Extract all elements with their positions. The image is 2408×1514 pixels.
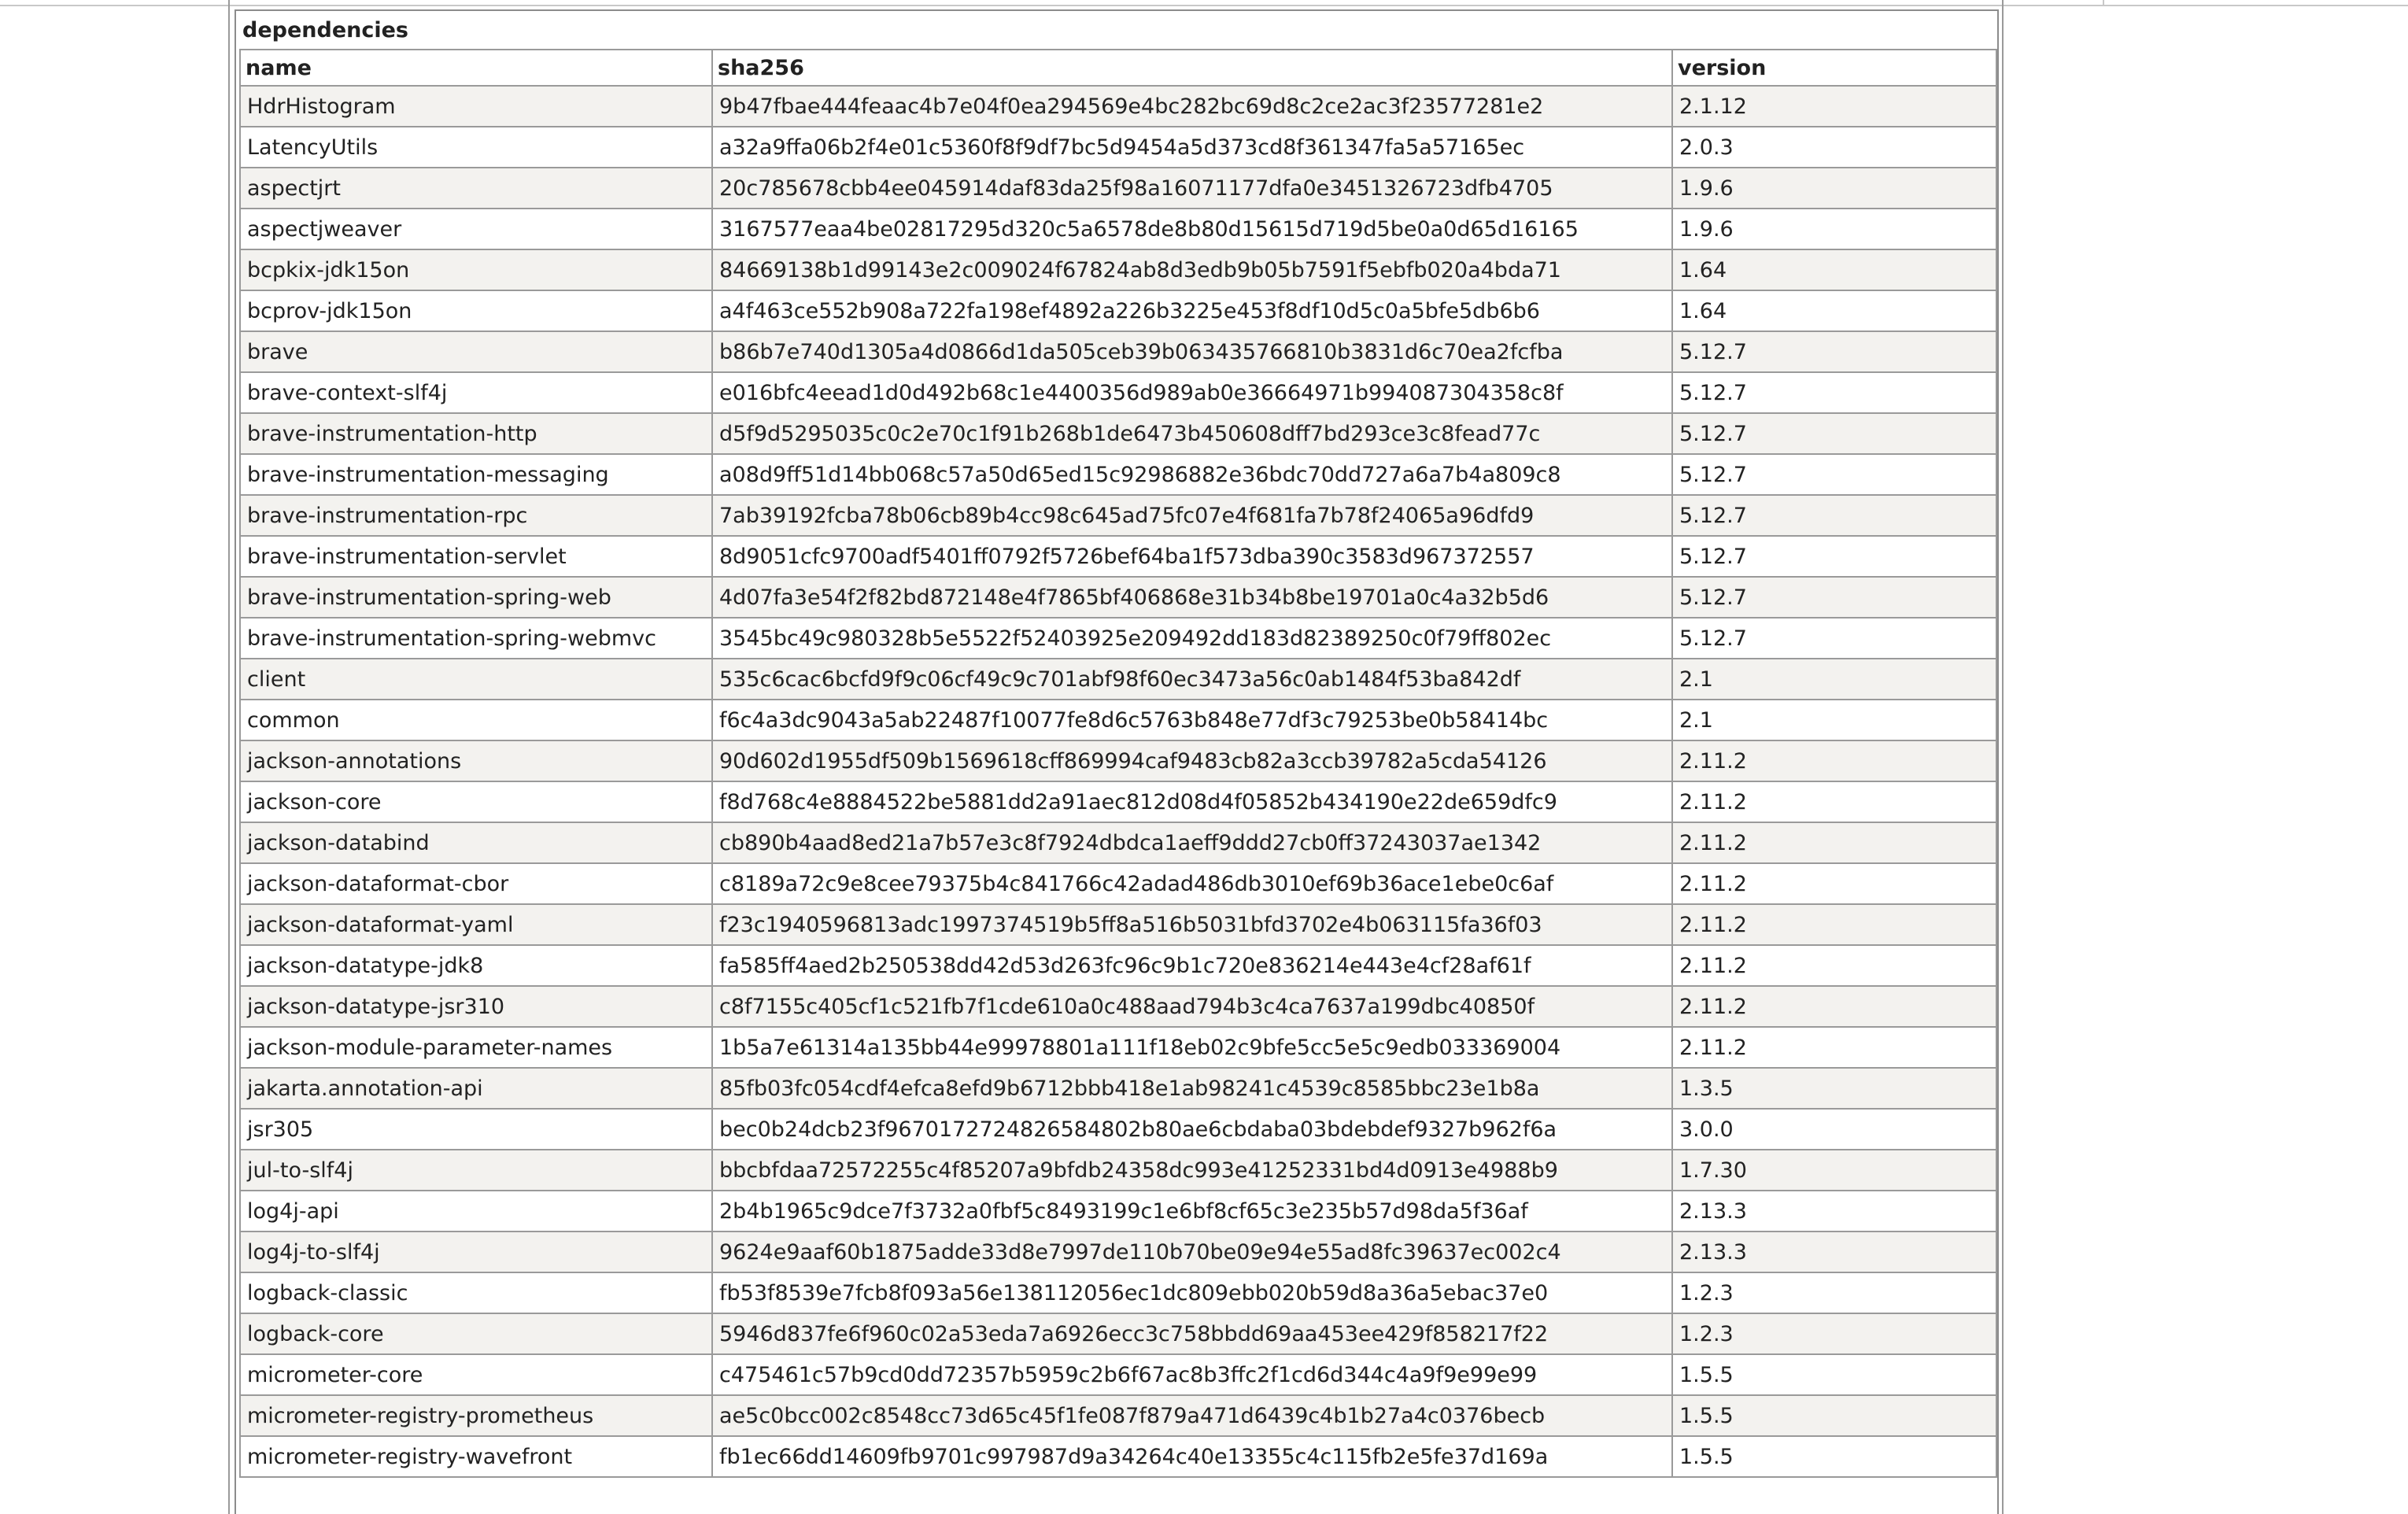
cell-version: 1.64	[1672, 290, 1996, 331]
cell-version: 1.5.5	[1672, 1436, 1996, 1477]
table-row	[240, 1272, 1996, 1313]
cell-name: jackson-dataformat-cbor	[240, 863, 712, 904]
cell-version: 5.12.7	[1672, 536, 1996, 577]
cell-name: client	[240, 659, 712, 700]
cell-version: 1.2.3	[1672, 1272, 1996, 1313]
cell-name: logback-classic	[240, 1272, 712, 1313]
cell-name: jackson-annotations	[240, 740, 712, 781]
cell-sha256: 8d9051cfc9700adf5401ff0792f5726bef64ba1f573dba390c3583d967372557	[712, 536, 1672, 577]
cell-name: aspectjrt	[240, 168, 712, 209]
cell-name: jackson-datatype-jsr310	[240, 986, 712, 1027]
cell-name: jackson-core	[240, 781, 712, 822]
cell-name: log4j-to-slf4j	[240, 1232, 712, 1272]
table-row	[240, 1232, 1996, 1272]
cell-sha256: e016bfc4eead1d0d492b68c1e4400356d989ab0e36664971b994087304358c8f	[712, 372, 1672, 413]
cell-version: 2.11.2	[1672, 740, 1996, 781]
table-row	[240, 1354, 1996, 1395]
cell-sha256: c475461c57b9cd0dd72357b5959c2b6f67ac8b3ffc2f1cd6d344c4a9f9e99e99	[712, 1354, 1672, 1395]
cell-name: logback-core	[240, 1313, 712, 1354]
cell-sha256: f8d768c4e8884522be5881dd2a91aec812d08d4f05852b434190e22de659dfc9	[712, 781, 1672, 822]
column-header-version: version	[1672, 50, 1996, 86]
cell-sha256: 3167577eaa4be02817295d320c5a6578de8b80d15615d719d5be0a0d65d16165	[712, 209, 1672, 249]
cell-version: 5.12.7	[1672, 577, 1996, 618]
cell-sha256: 85fb03fc054cdf4efca8efd9b6712bbb418e1ab98241c4539c8585bbc23e1b8a	[712, 1068, 1672, 1109]
cell-sha256: 1b5a7e61314a135bb44e99978801a111f18eb02c9bfe5cc5e5c9edb033369004	[712, 1027, 1672, 1068]
cell-name: jackson-databind	[240, 822, 712, 863]
cell-sha256: 7ab39192fcba78b06cb89b4cc98c645ad75fc07e4f681fa7b78f24065a96dfd9	[712, 495, 1672, 536]
cell-sha256: 3545bc49c980328b5e5522f52403925e209492dd183d82389250c0f79ff802ec	[712, 618, 1672, 659]
table-row	[240, 863, 1996, 904]
table-row	[240, 1313, 1996, 1354]
table-row	[240, 1436, 1996, 1477]
cell-version: 5.12.7	[1672, 495, 1996, 536]
cell-version: 2.1	[1672, 659, 1996, 700]
table-row	[240, 536, 1996, 577]
cell-name: brave-instrumentation-rpc	[240, 495, 712, 536]
cell-version: 1.9.6	[1672, 209, 1996, 249]
cell-sha256: cb890b4aad8ed21a7b57e3c8f7924dbdca1aeff9ddd27cb0ff37243037ae1342	[712, 822, 1672, 863]
table-row	[240, 290, 1996, 331]
cell-version: 2.0.3	[1672, 127, 1996, 168]
cell-version: 2.11.2	[1672, 904, 1996, 945]
cell-name: jul-to-slf4j	[240, 1150, 712, 1191]
column-header-sha256: sha256	[712, 50, 1672, 86]
cell-version: 1.7.30	[1672, 1150, 1996, 1191]
table-row	[240, 86, 1996, 127]
cell-sha256: 5946d837fe6f960c02a53eda7a6926ecc3c758bbdd69aa453ee429f858217f22	[712, 1313, 1672, 1354]
table-row	[240, 372, 1996, 413]
cell-sha256: 9b47fbae444feaac4b7e04f0ea294569e4bc282bc69d8c2ce2ac3f23577281e2	[712, 86, 1672, 127]
cell-name: micrometer-registry-wavefront	[240, 1436, 712, 1477]
cell-version: 5.12.7	[1672, 372, 1996, 413]
cell-version: 3.0.0	[1672, 1109, 1996, 1150]
cell-name: brave-instrumentation-spring-webmvc	[240, 618, 712, 659]
table-row	[240, 781, 1996, 822]
cell-name: micrometer-registry-prometheus	[240, 1395, 712, 1436]
cell-name: log4j-api	[240, 1191, 712, 1232]
cell-name: brave-instrumentation-spring-web	[240, 577, 712, 618]
table-row	[240, 740, 1996, 781]
cell-sha256: fb1ec66dd14609fb9701c997987d9a34264c40e13355c4c115fb2e5fe37d169a	[712, 1436, 1672, 1477]
right-panel-top-border	[2004, 0, 2408, 6]
cell-name: aspectjweaver	[240, 209, 712, 249]
cell-version: 5.12.7	[1672, 331, 1996, 372]
cell-sha256: fa585ff4aed2b250538dd42d53d263fc96c9b1c720e836214e443e4cf28af61f	[712, 945, 1672, 986]
right-panel-tick	[2103, 0, 2104, 6]
dependencies-table	[239, 49, 1997, 1478]
cell-version: 1.5.5	[1672, 1354, 1996, 1395]
cell-name: jsr305	[240, 1109, 712, 1150]
table-body	[240, 86, 1996, 1477]
table-row	[240, 454, 1996, 495]
cell-version: 2.13.3	[1672, 1191, 1996, 1232]
cell-name: brave-instrumentation-messaging	[240, 454, 712, 495]
cell-sha256: c8f7155c405cf1c521fb7f1cde610a0c488aad794b3c4ca7637a199dbc40850f	[712, 986, 1672, 1027]
cell-version: 2.11.2	[1672, 1027, 1996, 1068]
cell-version: 5.12.7	[1672, 413, 1996, 454]
column-header-name: name	[240, 50, 712, 86]
cell-version: 1.3.5	[1672, 1068, 1996, 1109]
cell-sha256: d5f9d5295035c0c2e70c1f91b268b1de6473b450608dff7bd293ce3c8fead77c	[712, 413, 1672, 454]
cell-sha256: 535c6cac6bcfd9f9c06cf49c9c701abf98f60ec3473a56c0ab1484f53ba842df	[712, 659, 1672, 700]
cell-version: 1.64	[1672, 249, 1996, 290]
dependencies-panel	[235, 9, 1999, 1514]
right-column-divider	[2002, 0, 2004, 1514]
cell-version: 1.2.3	[1672, 1313, 1996, 1354]
table-row	[240, 1068, 1996, 1109]
cell-sha256: a32a9ffa06b2f4e01c5360f8f9df7bc5d9454a5d373cd8f361347fa5a57165ec	[712, 127, 1672, 168]
cell-name: micrometer-core	[240, 1354, 712, 1395]
table-row	[240, 1027, 1996, 1068]
table-row	[240, 127, 1996, 168]
cell-name: jackson-module-parameter-names	[240, 1027, 712, 1068]
table-row	[240, 209, 1996, 249]
cell-version: 2.1.12	[1672, 86, 1996, 127]
cell-name: brave-context-slf4j	[240, 372, 712, 413]
cell-name: bcprov-jdk15on	[240, 290, 712, 331]
cell-sha256: a4f463ce552b908a722fa198ef4892a226b3225e453f8df10d5c0a5bfe5db6b6	[712, 290, 1672, 331]
cell-version: 5.12.7	[1672, 618, 1996, 659]
cell-version: 2.11.2	[1672, 822, 1996, 863]
cell-sha256: 9624e9aaf60b1875adde33d8e7997de110b70be09e94e55ad8fc39637ec002c4	[712, 1232, 1672, 1272]
table-row	[240, 659, 1996, 700]
cell-name: LatencyUtils	[240, 127, 712, 168]
cell-sha256: 4d07fa3e54f2f82bd872148e4f7865bf406868e31b34b8be19701a0c4a32b5d6	[712, 577, 1672, 618]
cell-name: jackson-dataformat-yaml	[240, 904, 712, 945]
table-row	[240, 1109, 1996, 1150]
cell-version: 1.9.6	[1672, 168, 1996, 209]
left-column-divider	[228, 0, 230, 1514]
cell-sha256: a08d9ff51d14bb068c57a50d65ed15c92986882e36bdc70dd727a6a7b4a809c8	[712, 454, 1672, 495]
table-row	[240, 1150, 1996, 1191]
cell-name: brave-instrumentation-http	[240, 413, 712, 454]
cell-version: 2.13.3	[1672, 1232, 1996, 1272]
cell-version: 1.5.5	[1672, 1395, 1996, 1436]
cell-version: 2.11.2	[1672, 863, 1996, 904]
table-row	[240, 331, 1996, 372]
cell-sha256: bec0b24dcb23f9670172724826584802b80ae6cbdaba03bdebdef9327b962f6a	[712, 1109, 1672, 1150]
table-row	[240, 1395, 1996, 1436]
cell-sha256: 90d602d1955df509b1569618cff869994caf9483cb82a3ccb39782a5cda54126	[712, 740, 1672, 781]
table-row	[240, 168, 1996, 209]
table-row	[240, 413, 1996, 454]
table-row	[240, 986, 1996, 1027]
cell-version: 5.12.7	[1672, 454, 1996, 495]
table-row	[240, 822, 1996, 863]
table-row	[240, 249, 1996, 290]
table-row	[240, 577, 1996, 618]
cell-name: bcpkix-jdk15on	[240, 249, 712, 290]
cell-sha256: bbcbfdaa72572255c4f85207a9bfdb24358dc993e41252331bd4d0913e4988b9	[712, 1150, 1672, 1191]
table-row	[240, 700, 1996, 740]
cell-version: 2.11.2	[1672, 945, 1996, 986]
cell-sha256: fb53f8539e7fcb8f093a56e138112056ec1dc809ebb020b59d8a36a5ebac37e0	[712, 1272, 1672, 1313]
cell-sha256: ae5c0bcc002c8548cc73d65c45f1fe087f879a471d6439c4b1b27a4c0376becb	[712, 1395, 1672, 1436]
cell-version: 2.1	[1672, 700, 1996, 740]
cell-sha256: f6c4a3dc9043a5ab22487f10077fe8d6c5763b848e77df3c79253be0b58414bc	[712, 700, 1672, 740]
table-row	[240, 945, 1996, 986]
table-caption: dependencies	[242, 18, 409, 42]
cell-name: brave-instrumentation-servlet	[240, 536, 712, 577]
cell-name: HdrHistogram	[240, 86, 712, 127]
cell-sha256: b86b7e740d1305a4d0866d1da505ceb39b063435766810b3831d6c70ea2fcfba	[712, 331, 1672, 372]
cell-sha256: 2b4b1965c9dce7f3732a0fbf5c8493199c1e6bf8cf65c3e235b57d98da5f36af	[712, 1191, 1672, 1232]
cell-name: common	[240, 700, 712, 740]
cell-version: 2.11.2	[1672, 781, 1996, 822]
cell-name: jackson-datatype-jdk8	[240, 945, 712, 986]
table-row	[240, 618, 1996, 659]
cell-sha256: f23c1940596813adc1997374519b5ff8a516b5031bfd3702e4b063115fa36f03	[712, 904, 1672, 945]
cell-sha256: 84669138b1d99143e2c009024f67824ab8d3edb9b05b7591f5ebfb020a4bda71	[712, 249, 1672, 290]
table-row	[240, 1191, 1996, 1232]
cell-sha256: 20c785678cbb4ee045914daf83da25f98a16071177dfa0e3451326723dfb4705	[712, 168, 1672, 209]
header-row	[240, 50, 1996, 86]
cell-version: 2.11.2	[1672, 986, 1996, 1027]
cell-sha256: c8189a72c9e8cee79375b4c841766c42adad486db3010ef69b36ace1ebe0c6af	[712, 863, 1672, 904]
table-row	[240, 495, 1996, 536]
table-row	[240, 904, 1996, 945]
cell-name: jakarta.annotation-api	[240, 1068, 712, 1109]
cell-name: brave	[240, 331, 712, 372]
